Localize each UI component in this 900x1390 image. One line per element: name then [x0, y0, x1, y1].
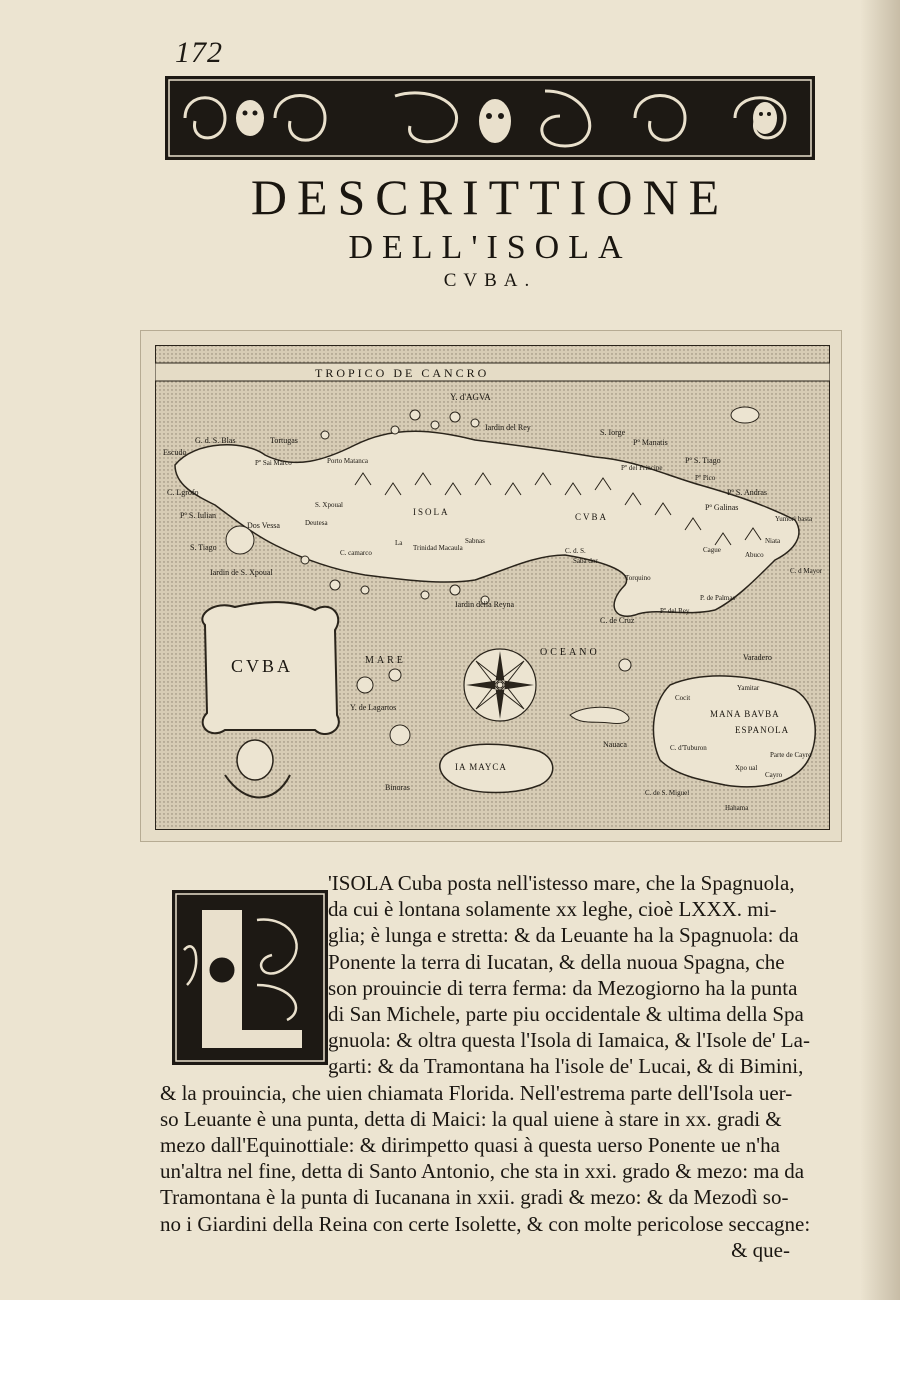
label-yamitar: Yamitar	[737, 684, 760, 692]
label-c-tuburon: C. d'Tuburon	[670, 744, 707, 752]
tropic-band	[155, 363, 830, 381]
label-y-lagartos: Y. de Lagartos	[350, 703, 397, 712]
body-text	[160, 870, 820, 1263]
text-line: glia; è lunga e stretta: & da Leuante ha la Spagnuola: da	[328, 923, 799, 948]
label-iardin-xpoual: Iardin de S. Xpoual	[210, 568, 273, 577]
label-pstiago: Pº S. Tiago	[685, 456, 721, 465]
label-parte-cayro: Parte de Cayro	[770, 751, 812, 759]
label-xpo-ual: Xpo ual	[735, 764, 758, 772]
label-ps-andras: Pº S. Andras	[727, 488, 768, 497]
label-c-lgrofo: C. Lgrofo	[167, 488, 199, 497]
label-ps-iulian: Pº S. Iulian	[180, 511, 217, 520]
label-escudo: Escudo	[163, 448, 187, 457]
label-mana-bauba: MANA BAVBA	[710, 709, 780, 719]
label-abuco: Abuco	[745, 551, 764, 559]
text-line: 'ISOLA Cuba posta nell'istesso mare, che la Spagnuola,	[328, 871, 795, 895]
label-saba: Saba dor	[573, 557, 598, 565]
label-cds-miguel: C. de S. Miguel	[645, 789, 690, 797]
label-niata: Niata	[765, 537, 781, 545]
tropic-label: TROPICO DE CANCRO	[315, 366, 490, 380]
cuba-map	[155, 345, 830, 830]
text-line: gnuola: & oltra questa l'Isola di Iamaica, & l'Isole de' La-	[328, 1028, 810, 1053]
label-y-agua: Y. d'AGVA	[450, 392, 491, 402]
text-line: no i Giardini della Reina con certe Isolette, & con molte pericolose seccagne:	[160, 1211, 811, 1236]
label-dos-vessa: Dos Vessa	[247, 521, 280, 530]
label-c-mayor: C. d Mayor	[790, 567, 823, 575]
text-line: son prouincie di terra ferma: da Mezogiorno ha la punta	[328, 975, 798, 1000]
label-la: La	[395, 539, 403, 547]
label-ppico: Pº Pico	[695, 474, 716, 482]
label-pmanatis: Pº Manatis	[633, 438, 668, 447]
label-porto-matanca: Porto Matanca	[327, 457, 369, 465]
label-iamayca: IA MAYCA	[455, 762, 507, 772]
label-pdel-rey: Pº del Rey	[660, 607, 690, 615]
ornamental-header-band	[165, 76, 815, 160]
label-cague: Cague	[703, 546, 721, 554]
label-nauaca: Nauaca	[603, 740, 627, 749]
text-line: garti: & da Tramontana ha l'isole de' Lucai, & di Bimini,	[328, 1054, 804, 1079]
page-number: 172	[175, 36, 223, 69]
label-psaimarco: Pº Sai Marco	[255, 459, 292, 467]
page-gutter-shadow	[860, 0, 900, 1300]
label-sabanas: Sabnas	[465, 537, 485, 545]
label-c-camarco: C. camarco	[340, 549, 372, 557]
label-iardin-reyna: Iardin della Reyna	[455, 600, 515, 609]
compass-rose	[464, 649, 536, 721]
text-line: Tramontana è la punta di Iucanana in xxii. gradi & mezo: & da Mezodì so-	[160, 1185, 789, 1210]
text-line: & la prouincia, che uien chiamata Florida. Nell'estrema parte dell'Isola uer-	[160, 1080, 793, 1105]
text-line: Ponente la terra di Iucatan, & della nuoua Spagna, che	[328, 949, 785, 974]
label-gd-blas: G. d. S. Blas	[195, 436, 236, 445]
label-varadero: Varadero	[743, 653, 772, 662]
label-trinidad: Trinidad Macaula	[413, 544, 463, 552]
label-torquino: Torquino	[625, 574, 651, 582]
label-deutesa: Deutesa	[305, 519, 328, 527]
label-tortugas: Tortugas	[270, 436, 298, 445]
text-line: so Leuante è una punta, detta di Maici: la qual uiene à stare in xx. gradi &	[160, 1106, 782, 1131]
label-mare: MARE	[365, 655, 406, 666]
label-jardin-rey: Iardin del Rey	[485, 423, 531, 432]
label-cds: C. d. S.	[565, 547, 586, 555]
label-s-xpoual: S. Xpoual	[315, 501, 343, 509]
label-isola: ISOLA	[413, 507, 450, 517]
label-pdel-principe: Pº del Principe	[621, 464, 663, 472]
label-yumori: Yumori basta	[775, 515, 813, 523]
text-line: un'altra nel fine, detta di Santo Antonio, che sta in xxi. grado & mezo: ma da	[160, 1159, 805, 1184]
page-subtitle-island: CVBA.	[443, 270, 537, 291]
label-cocit: Cocit	[675, 694, 691, 702]
label-cvba: CVBA	[575, 512, 609, 522]
turtle	[731, 407, 759, 423]
page-title: DESCRITTIONE	[250, 169, 730, 225]
cartouche-label: CVBA	[231, 656, 294, 676]
text-line: mezo dall'Equinottiale: & dirimpetto quasi à questa uerso Ponente ue n'ha	[160, 1133, 780, 1158]
label-cayro: Cayro	[765, 771, 783, 779]
label-hahama: Hahama	[725, 804, 749, 812]
text-line: di San Michele, parte piu occidentale & ultima della Spa	[328, 1002, 804, 1027]
label-pgalinas: Pº Galinas	[705, 503, 739, 512]
text-line: da cui è lontana solamente xx leghe, cioè LXXX. mi-	[328, 897, 777, 922]
label-espanola: ESPANOLA	[735, 725, 790, 735]
label-s-tiago: S. Tiago	[190, 543, 217, 552]
label-s-iorge: S. Iorge	[600, 428, 626, 437]
label-c-cruz: C. de Cruz	[600, 616, 635, 625]
catchword: & que-	[731, 1237, 790, 1262]
label-pde-palmas: P. de Palmas	[700, 594, 736, 602]
label-bimoras: Binoras	[385, 783, 410, 792]
page-subtitle: DELL'ISOLA	[348, 229, 632, 266]
label-oceano: OCEANO	[540, 647, 600, 658]
